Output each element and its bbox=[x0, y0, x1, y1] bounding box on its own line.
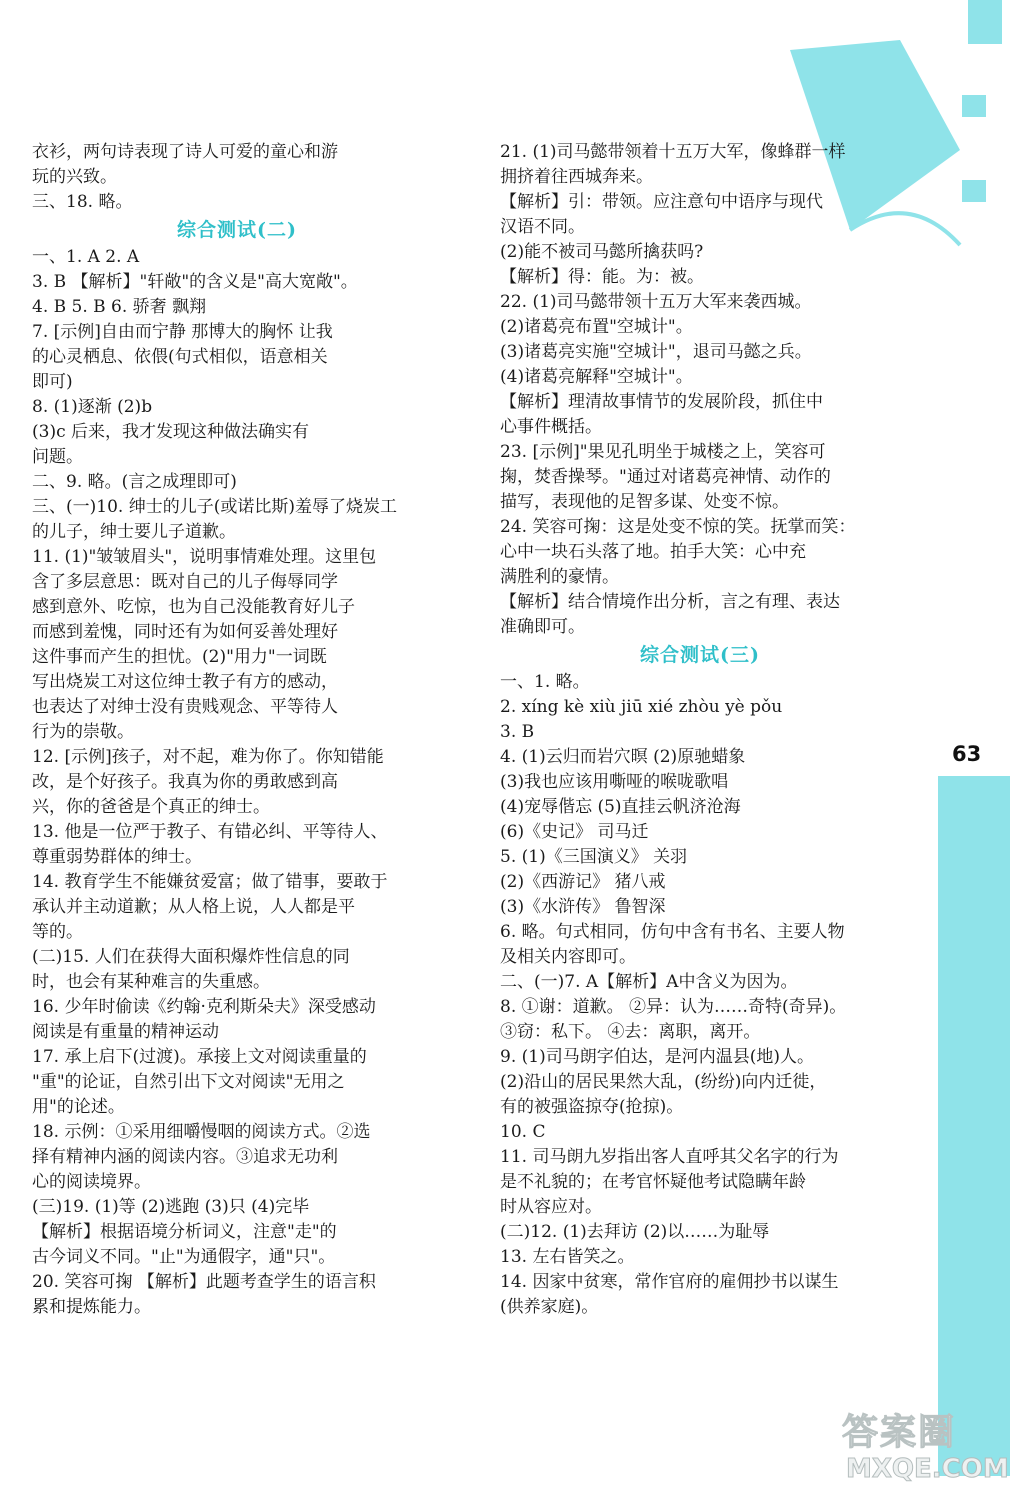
answer-line: 6. 略。句式相同，仿句中含有书名、主要人物 bbox=[500, 922, 845, 942]
answer-line: 古今词义不同。"止"为通假字，通"只"。 bbox=[32, 1247, 336, 1267]
answer-line: (三)19. (1)等 (2)逃跑 (3)只 (4)完毕 bbox=[32, 1197, 310, 1217]
answer-line: (6)《史记》 司马迁 bbox=[500, 822, 649, 842]
answer-line: 拥挤着往西城奔来。 bbox=[500, 167, 653, 187]
answer-line: 时从容应对。 bbox=[500, 1197, 602, 1217]
answer-line: 【解析】根据语境分析词义，注意"走"的 bbox=[32, 1222, 337, 1242]
answer-line: 【解析】理清故事情节的发展阶段，抓住中 bbox=[500, 392, 823, 412]
answer-line: (2)沿山的居民果然大乱，(纷纷)向内迁徙， bbox=[500, 1072, 827, 1092]
answer-line: 5. (1)《三国演义》 关羽 bbox=[500, 847, 688, 867]
answer-line: 的心灵栖息、依偎(句式相似，语意相关 bbox=[32, 347, 328, 367]
answer-line: 含了多层意思：既对自己的儿子侮辱同学 bbox=[32, 572, 338, 592]
answer-line: (3)c 后来，我才发现这种做法确实有 bbox=[32, 422, 310, 442]
answer-line: 有的被强盗掠夺(抢掠)。 bbox=[500, 1097, 684, 1117]
answer-line: 二、9. 略。(言之成理即可) bbox=[32, 472, 237, 492]
answer-line: 12. [示例]孩子，对不起，难为你了。你知错能 bbox=[32, 747, 384, 767]
answer-column-left bbox=[32, 140, 442, 1320]
answer-line: 即可) bbox=[32, 372, 73, 392]
answer-line: (二)15. 人们在获得大面积爆炸性信息的同 bbox=[32, 947, 350, 967]
answer-line: 等的。 bbox=[32, 922, 83, 942]
answer-line: 也表达了对绅士没有贵贱观念、平等待人 bbox=[32, 697, 338, 717]
answer-line: 8. (1)逐渐 (2)b bbox=[32, 397, 153, 417]
answer-line: 【解析】结合情境作出分析，言之有理、表达 bbox=[500, 592, 840, 612]
answer-line: 写出烧炭工对这位绅士教子有方的感动， bbox=[32, 672, 338, 692]
answer-line: (3)《水浒传》 鲁智深 bbox=[500, 897, 666, 917]
answer-line: 13. 左右皆笑之。 bbox=[500, 1247, 635, 1267]
answer-line: 11. (1)"皱皱眉头"，说明事情难处理。这里包 bbox=[32, 547, 377, 567]
answer-line: 汉语不同。 bbox=[500, 217, 585, 237]
answer-line: 9. (1)司马朗字伯达，是河内温县(地)人。 bbox=[500, 1047, 814, 1067]
answer-line: 准确即可。 bbox=[500, 617, 585, 637]
answer-line: 问题。 bbox=[32, 447, 83, 467]
answer-line: 兴，你的爸爸是个真正的绅士。 bbox=[32, 797, 270, 817]
section-title: 综合测试(二) bbox=[177, 219, 297, 241]
answer-line: 【解析】引：带领。应注意句中语序与现代 bbox=[500, 192, 823, 212]
answer-line: 承认并主动道歉；从人格上说，人人都是平 bbox=[32, 897, 355, 917]
answer-line: 【解析】得：能。为：被。 bbox=[500, 267, 704, 287]
answer-line: 三、18. 略。 bbox=[32, 192, 133, 212]
answer-line: (供养家庭)。 bbox=[500, 1297, 599, 1317]
answer-line: 8. ①谢：道歉。 ②异：认为……奇特(奇异)。 bbox=[500, 997, 847, 1017]
answer-line: 三、(一)10. 绅士的儿子(或诺比斯)羞辱了烧炭工 bbox=[32, 497, 397, 517]
answer-line: 心中一块石头落了地。拍手大笑：心中充 bbox=[500, 542, 806, 562]
answer-line: 用"的论述。 bbox=[32, 1097, 125, 1117]
answer-line: 心事件概括。 bbox=[500, 417, 602, 437]
answer-line: 而感到羞愧，同时还有为如何妥善处理好 bbox=[32, 622, 338, 642]
page-number: 63 bbox=[952, 742, 982, 766]
answer-column-right bbox=[500, 140, 900, 1320]
watermark-text: 答案圈 bbox=[842, 1412, 957, 1453]
answer-line: "重"的论证，自然引出下文对阅读"无用之 bbox=[32, 1072, 345, 1092]
answer-line: 感到意外、吃惊，也为自己没能教育好儿子 bbox=[32, 597, 355, 617]
answer-line: 掬，焚香操琴。"通过对诸葛亮神情、动作的 bbox=[500, 467, 831, 487]
answer-line: (二)12. (1)去拜访 (2)以……为耻辱 bbox=[500, 1222, 770, 1242]
answer-line: 24. 笑容可掬：这是处变不惊的笑。抚掌而笑： bbox=[500, 517, 856, 537]
answer-line: (2)《西游记》 猪八戒 bbox=[500, 872, 666, 892]
answer-line: 描写，表现他的足智多谋、处变不惊。 bbox=[500, 492, 789, 512]
answer-line: 16. 少年时偷读《约翰·克利斯朵夫》深受感动 bbox=[32, 997, 376, 1017]
answer-line: 4. B 5. B 6. 骄奢 飘翔 bbox=[32, 297, 207, 317]
answer-line: 行为的崇敬。 bbox=[32, 722, 134, 742]
answer-line: 一、1. A 2. A bbox=[32, 247, 140, 267]
decorative-side-band bbox=[938, 776, 1010, 1476]
answer-line: 10. C bbox=[500, 1122, 546, 1142]
answer-line: 3. B 【解析】"轩敞"的含义是"高大宽敞"。 bbox=[32, 272, 358, 292]
decorative-strip-top bbox=[968, 0, 1002, 44]
section-title: 综合测试(三) bbox=[640, 644, 760, 666]
answer-line: 满胜利的豪情。 bbox=[500, 567, 619, 587]
answer-line: 玩的兴致。 bbox=[32, 167, 117, 187]
watermark-url: MXQE.COM bbox=[846, 1454, 1009, 1484]
answer-line: 二、(一)7. A【解析】A中含义为因为。 bbox=[500, 972, 798, 992]
answer-line: 累和提炼能力。 bbox=[32, 1297, 151, 1317]
answer-line: (2)能不被司马懿所擒获吗? bbox=[500, 242, 704, 262]
answer-line: 14. 教育学生不能嫌贫爱富；做了错事，要敢于 bbox=[32, 872, 388, 892]
answer-line: (4)宠辱偕忘 (5)直挂云帆济沧海 bbox=[500, 797, 741, 817]
answer-line: (3)诸葛亮实施"空城计"，退司马懿之兵。 bbox=[500, 342, 812, 362]
answer-line: 改，是个好孩子。我真为你的勇敢感到高 bbox=[32, 772, 338, 792]
answer-line: (2)诸葛亮布置"空城计"。 bbox=[500, 317, 693, 337]
answer-line: 阅读是有重量的精神运动 bbox=[32, 1022, 219, 1042]
answer-line: (4)诸葛亮解释"空城计"。 bbox=[500, 367, 693, 387]
answer-line: 21. (1)司马懿带领着十五万大军，像蜂群一样 bbox=[500, 142, 846, 162]
answer-line: 心的阅读境界。 bbox=[32, 1172, 151, 1192]
answer-line: 22. (1)司马懿带领十五万大军来袭西城。 bbox=[500, 292, 812, 312]
answer-line: 23. [示例]"果见孔明坐于城楼之上，笑容可 bbox=[500, 442, 826, 462]
answer-line: 4. (1)云归而岩穴暝 (2)原驰蜡象 bbox=[500, 747, 746, 767]
answer-line: 时，也会有某种难言的失重感。 bbox=[32, 972, 270, 992]
answer-line: 18. 示例：①采用细嚼慢咽的阅读方式。②选 bbox=[32, 1122, 371, 1142]
answer-line: 择有精神内涵的阅读内容。③追求无功利 bbox=[32, 1147, 338, 1167]
answer-line: 一、1. 略。 bbox=[500, 672, 590, 692]
answer-line: 17. 承上启下(过渡)。承接上文对阅读重量的 bbox=[32, 1047, 367, 1067]
answer-line: 及相关内容即可。 bbox=[500, 947, 636, 967]
answer-line: 3. B bbox=[500, 722, 535, 742]
watermark-logo bbox=[842, 1404, 1012, 1490]
answer-line: (3)我也应该用嘶哑的喉咙歌唱 bbox=[500, 772, 729, 792]
answer-line: 14. 因家中贫寒，常作官府的雇佣抄书以谋生 bbox=[500, 1272, 839, 1292]
answer-line: 是不礼貌的；在考官怀疑他考试隐瞒年龄 bbox=[500, 1172, 806, 1192]
answer-line: 7. [示例]自由而宁静 那博大的胸怀 让我 bbox=[32, 322, 333, 342]
answer-line: 衣衫，两句诗表现了诗人可爱的童心和游 bbox=[32, 142, 338, 162]
answer-line: 尊重弱势群体的绅士。 bbox=[32, 847, 202, 867]
answer-line: 20. 笑容可掬 【解析】此题考查学生的语言积 bbox=[32, 1272, 376, 1292]
answer-line: 2. xíng kè xiù jiū xié zhòu yè pǒu bbox=[500, 697, 783, 717]
answer-line: 的儿子，绅士要儿子道歉。 bbox=[32, 522, 236, 542]
answer-line: ③窃：私下。 ④去：离职，离开。 bbox=[500, 1022, 761, 1042]
answer-line: 13. 他是一位严于教子、有错必纠、平等待人、 bbox=[32, 822, 388, 842]
answer-line: 11. 司马朗九岁指出客人直呼其父名字的行为 bbox=[500, 1147, 839, 1167]
answer-line: 这件事而产生的担忧。(2)"用力"一词既 bbox=[32, 647, 327, 667]
